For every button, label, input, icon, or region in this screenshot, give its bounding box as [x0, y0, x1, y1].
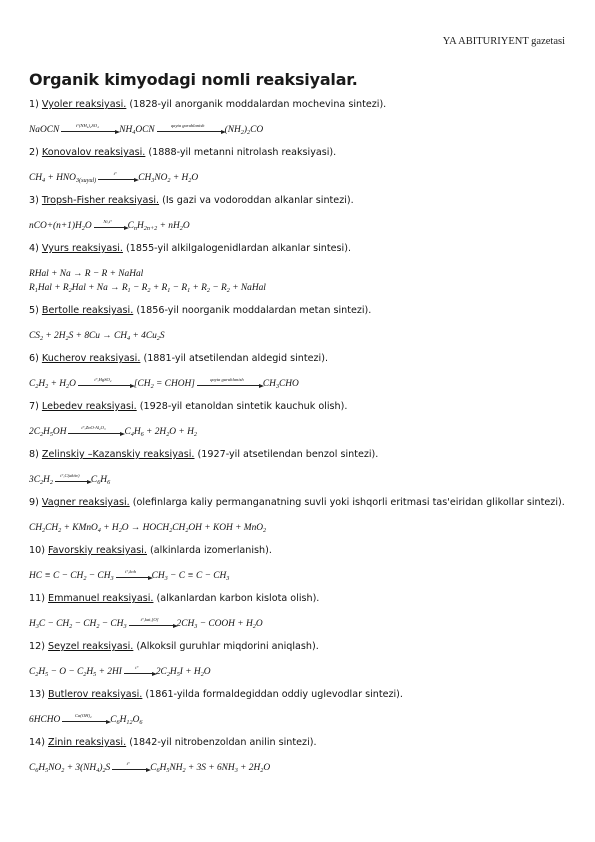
equation-text: CH	[151, 571, 165, 581]
equation-text: − R	[130, 283, 148, 293]
equation-text: C	[29, 763, 36, 773]
reaction-condition: t°(NH₄)₂SO₄	[75, 123, 99, 128]
reaction-number: 7)	[29, 401, 42, 412]
reaction-condition: Ca(OH)₂	[74, 713, 92, 718]
equation-text: + R	[190, 283, 207, 293]
reaction-name: Zinin reaksiyasi.	[48, 737, 127, 748]
equation-subscript: 12	[126, 719, 133, 726]
reaction-equation	[29, 124, 569, 136]
equation-subscript: 2	[49, 479, 53, 486]
reaction-number: 9)	[29, 497, 42, 508]
equation-text: nCO+(n+1)H	[29, 221, 82, 231]
equation-subscript: 5	[49, 431, 53, 438]
equation-subscript: 5	[45, 767, 49, 774]
equation-subscript: 6	[116, 719, 120, 726]
equation-subscript: 5	[93, 671, 97, 678]
reaction-equation	[29, 714, 569, 726]
equation-text: − CH	[72, 619, 97, 629]
equation-text: O → HOCH	[121, 523, 170, 533]
equation-subscript: 2	[118, 527, 122, 534]
equation-text: S	[159, 331, 165, 341]
equation-subscript: 3	[194, 623, 198, 630]
equation-text: S + 8Cu → CH	[68, 331, 128, 341]
equation-text: CH	[45, 523, 59, 533]
equation-text: Hal + R	[37, 283, 69, 293]
reaction-section	[29, 688, 569, 736]
equation-text: CH	[262, 379, 276, 389]
equation-text: O	[255, 619, 263, 629]
equation-subscript: 2	[240, 129, 244, 136]
equation-subscript: 2	[96, 623, 100, 630]
reaction-section	[29, 194, 569, 242]
equation-subscript: 6	[139, 719, 143, 726]
equation-text: O + H	[169, 427, 194, 437]
equation-text: C	[90, 475, 98, 485]
equation-subscript: 5	[166, 767, 170, 774]
reaction-arrow	[98, 171, 136, 180]
reaction-equation	[29, 220, 569, 232]
equation-text: + H	[100, 523, 119, 533]
equation-text: − R	[170, 283, 188, 293]
equation-subscript: 6	[156, 767, 160, 774]
reaction-section	[29, 242, 569, 304]
equation-subscript: 2	[58, 527, 62, 534]
reaction-equation	[29, 378, 569, 390]
equation-text: H	[159, 763, 167, 773]
reaction-number: 5)	[29, 305, 42, 316]
reaction-number: 11)	[29, 593, 49, 604]
equation-text: + H	[48, 379, 67, 389]
section-spacer	[29, 136, 569, 146]
equation-text: O	[263, 763, 271, 773]
equation-subscript: 2	[188, 177, 192, 184]
equation-subscript: 4	[97, 527, 101, 534]
equation-subscript: 2	[42, 527, 46, 534]
reaction-heading	[29, 640, 569, 654]
reaction-equation	[29, 618, 569, 630]
reaction-number: 8)	[29, 449, 42, 460]
equation-subscript: 2	[260, 767, 264, 774]
reaction-arrow	[129, 617, 175, 626]
reaction-section	[29, 736, 569, 784]
reaction-number: 6)	[29, 353, 42, 364]
equation-subscript: 2	[147, 287, 151, 294]
equation-subscript: 1	[127, 287, 131, 294]
equation-subscript: 3	[35, 623, 39, 630]
reaction-name: Vagner reaksiyasi.	[41, 497, 130, 508]
reaction-condition: t°	[126, 761, 130, 766]
equation-subscript: 2	[156, 335, 160, 342]
reaction-equation	[29, 522, 569, 534]
reaction-name: Lebedev reaksiyasi.	[41, 401, 137, 412]
equation-text: − R	[210, 283, 227, 293]
equation-subscript: 2	[200, 671, 204, 678]
equation-text: − C ≡ C − CH	[167, 571, 227, 581]
reaction-number: 12)	[29, 641, 49, 652]
reaction-section	[29, 592, 569, 640]
equation-subscript: 2	[247, 129, 251, 136]
reaction-heading	[29, 98, 569, 112]
reaction-name: Favorskiy reaksiyasi.	[48, 545, 147, 556]
equation-text: + NaHal	[229, 283, 266, 293]
reaction-name: Zelinskiy –Kazanskiy reaksiyasi.	[41, 449, 195, 460]
reaction-heading	[29, 242, 569, 256]
equation-text: C	[124, 427, 131, 437]
equation-subscript: 6	[140, 431, 144, 438]
equation-text: )	[243, 125, 247, 135]
equation-text: OH + KOH + MnO	[188, 523, 264, 533]
reaction-condition: t°,kat,[O]	[140, 617, 159, 622]
reaction-section	[29, 146, 569, 194]
reaction-heading	[29, 736, 569, 750]
reaction-equation	[29, 666, 569, 678]
equation-text: R	[29, 283, 35, 293]
reaction-description: (1928-yil etanoldan sintetik kauchuk olish).	[136, 401, 348, 412]
equation-text: + 3(NH	[64, 763, 97, 773]
reaction-arrow	[68, 425, 122, 434]
equation-text: + 2H	[237, 763, 261, 773]
reaction-equation	[29, 762, 569, 774]
equation-text: CHO	[279, 379, 299, 389]
equation-subscript: 2	[185, 527, 189, 534]
reaction-number: 14)	[29, 737, 49, 748]
reaction-description: (1828-yil anorganik moddalardan mochevina sintezi).	[126, 99, 387, 110]
reaction-equation	[29, 268, 569, 280]
reaction-arrow	[78, 377, 132, 386]
section-spacer	[29, 342, 569, 352]
equation-text: − COOH + H	[197, 619, 253, 629]
equation-text: + nH	[157, 221, 180, 231]
reaction-number: 4)	[29, 243, 42, 254]
equation-subscript: 2	[39, 431, 44, 438]
reaction-number: 1)	[29, 99, 42, 110]
equation-subscript: 2	[69, 623, 73, 630]
reaction-section	[29, 98, 569, 146]
reaction-arrow	[157, 123, 223, 132]
section-spacer	[29, 534, 569, 544]
reaction-condition: t°	[135, 665, 139, 670]
reaction-name: Vyoler reaksiyasi.	[41, 99, 127, 110]
equation-subscript: 2	[39, 335, 44, 342]
reaction-heading	[29, 400, 569, 414]
section-spacer	[29, 774, 569, 784]
equation-text: H	[86, 667, 94, 677]
equation-subscript: 2	[102, 767, 106, 774]
equation-subscript: 2	[166, 671, 170, 678]
reaction-description: (1842-yil nitrobenzoldan anilin sintezi).	[126, 737, 317, 748]
reaction-name: Konovalov reaksiyasi.	[41, 147, 146, 158]
equation-text: C	[29, 667, 36, 677]
section-spacer	[29, 678, 569, 688]
equation-subscript: 1	[187, 287, 191, 294]
reaction-description: (1855-yil alkilgalogenidlardan alkanlar sintesi).	[122, 243, 352, 254]
reaction-section	[29, 352, 569, 400]
equation-text: + 2HI	[96, 667, 122, 677]
reaction-equation	[29, 426, 569, 438]
equation-text: H	[100, 475, 108, 485]
equation-text: 6HCHO	[29, 715, 61, 725]
equation-subscript: 2	[39, 479, 44, 486]
equation-text: CO	[250, 125, 264, 135]
equation-subscript: 2	[45, 383, 49, 390]
reaction-condition: t°	[113, 171, 117, 176]
equation-text: H	[38, 763, 46, 773]
equation-subscript: 4	[127, 335, 131, 342]
equation-subscript: 3	[151, 177, 155, 184]
equation-text: H	[38, 667, 46, 677]
reaction-condition: qayta guruhlanish	[210, 377, 244, 382]
section-spacer	[29, 486, 569, 496]
equation-subscript: 3(suyul)	[75, 177, 97, 184]
equation-text: − O − C	[48, 667, 84, 677]
equation-text: [CH	[133, 379, 151, 389]
equation-subscript: 2	[263, 527, 267, 534]
reaction-arrow	[116, 569, 150, 578]
reaction-section	[29, 448, 569, 496]
reaction-description: (1881-yil atsetilendan aldegid sintezi).	[140, 353, 329, 364]
equation-text: NH	[119, 125, 133, 135]
equation-subscript: 2	[252, 623, 256, 630]
equation-text: RHal + Na → R − R + NaHal	[29, 269, 144, 279]
section-spacer	[29, 630, 569, 640]
section-spacer	[29, 726, 569, 736]
equation-subscript: 2	[167, 177, 171, 184]
reaction-name: Emmanuel reaksiyasi.	[48, 593, 154, 604]
equation-text: − CH	[99, 619, 124, 629]
reaction-arrow	[62, 713, 108, 722]
reaction-heading	[29, 352, 569, 366]
equation-text: CS	[29, 331, 40, 341]
equation-text: 2C	[29, 427, 40, 437]
equation-subscript: 5	[45, 671, 49, 678]
reaction-name: Vyurs reaksiyasi.	[41, 243, 123, 254]
reaction-name: Bertolle reaksiyasi.	[41, 305, 134, 316]
equation-subscript: 4	[42, 177, 46, 184]
reaction-section	[29, 640, 569, 688]
equation-text: H	[29, 619, 36, 629]
equation-subscript: 3	[275, 383, 280, 390]
reaction-description: (Alkoksil guruhlar miqdorini aniqlash).	[133, 641, 319, 652]
equation-text: H	[38, 379, 46, 389]
equation-subscript: 3	[164, 575, 168, 582]
equation-text: CH	[29, 523, 43, 533]
equation-subscript: 2n+2	[143, 225, 158, 232]
reaction-condition: t°,C(aktiv)	[60, 473, 80, 478]
equation-text: CH	[172, 523, 186, 533]
reaction-arrow	[55, 473, 89, 482]
equation-subscript: 2	[166, 431, 170, 438]
reaction-condition: t°,HgSO₄	[94, 377, 112, 382]
equation-text: NO	[154, 173, 168, 183]
reaction-heading	[29, 448, 569, 462]
section-spacer	[29, 390, 569, 400]
reaction-number: 10)	[29, 545, 49, 556]
newspaper-header: YA ABITURIYENT gazetasi	[442, 36, 565, 47]
equation-subscript: 2	[81, 225, 85, 232]
equation-subscript: 6	[107, 479, 111, 486]
equation-subscript: 2	[61, 767, 65, 774]
reaction-description: (olefinlarga kaliy permanganatning suvli yoki ishqorli eritmasi tas'eiridan glikollar sintezi).	[129, 497, 565, 508]
equation-subscript: 2	[206, 287, 211, 294]
equation-text: = CHOH]	[153, 379, 195, 389]
reaction-section	[29, 400, 569, 448]
reaction-equation	[29, 172, 569, 184]
equation-subscript: 4	[130, 431, 134, 438]
equation-text: NO	[48, 763, 62, 773]
equation-subscript: 3	[110, 575, 114, 582]
equation-text: − CH	[86, 571, 111, 581]
equation-subscript: 1	[167, 287, 171, 294]
equation-subscript: 2	[169, 527, 173, 534]
equation-text: 2CH	[176, 619, 195, 629]
equation-text: CH	[138, 173, 152, 183]
equation-subscript: 2	[68, 287, 72, 294]
equation-text: H	[43, 427, 50, 437]
reaction-arrow	[197, 377, 261, 386]
equation-text: C − CH	[38, 619, 70, 629]
equation-subscript: 6	[35, 767, 39, 774]
equation-text: + H	[170, 173, 189, 183]
equation-subscript: 2	[182, 767, 186, 774]
reaction-arrow	[61, 123, 117, 132]
reaction-description: (alkinlarda izomerlanish).	[146, 545, 272, 556]
equation-text: NaOCN	[29, 125, 60, 135]
equation-subscript: 1	[34, 287, 38, 294]
reaction-arrow	[94, 219, 126, 228]
reaction-number: 3)	[29, 195, 42, 206]
equation-text: 3C	[29, 475, 40, 485]
reaction-equation	[29, 474, 569, 486]
equation-subscript: 4	[132, 129, 136, 136]
section-spacer	[29, 184, 569, 194]
equation-subscript: 2	[83, 575, 87, 582]
reaction-name: Butlerov reaksiyasi.	[48, 689, 143, 700]
reaction-arrow	[112, 761, 148, 770]
reaction-arrow	[124, 665, 154, 674]
reaction-heading	[29, 146, 569, 160]
equation-text: O	[84, 221, 92, 231]
equation-subscript: 2	[179, 225, 183, 232]
reaction-number: 2)	[29, 147, 42, 158]
reaction-section	[29, 544, 569, 592]
equation-text: + 2H	[43, 331, 66, 341]
reaction-description: (alkanlardan karbon kislota olish).	[153, 593, 320, 604]
reaction-number: 13)	[29, 689, 49, 700]
equation-text: C	[29, 379, 36, 389]
equation-text: 2C	[155, 667, 167, 677]
reaction-name: Seyzel reaksiyasi.	[48, 641, 134, 652]
equation-text: O	[69, 379, 76, 389]
equation-subscript: 2	[226, 287, 230, 294]
reaction-condition: qayta guruhlanish	[170, 123, 205, 128]
equation-subscript: 2	[193, 431, 197, 438]
equation-text: H	[133, 427, 141, 437]
equation-text: C	[150, 763, 157, 773]
equation-text: (NH	[224, 125, 241, 135]
reaction-description: (1861-yilda formaldegiddan oddiy uglevodlar sintezi).	[142, 689, 403, 700]
reaction-heading	[29, 496, 569, 510]
equation-text: OCN	[135, 125, 155, 135]
section-spacer	[29, 294, 569, 304]
equation-subscript: n	[133, 225, 137, 232]
equation-subscript: 2	[35, 383, 39, 390]
reaction-condition: t°,koh	[125, 569, 137, 574]
equation-text: HC ≡ C − CH	[29, 571, 84, 581]
reaction-condition: Ni,t°	[103, 219, 112, 224]
equation-text: O	[203, 667, 211, 677]
equation-text: C	[110, 715, 117, 725]
reaction-name: Tropsh-Fisher reaksiyasi.	[41, 195, 160, 206]
equation-text: H	[119, 715, 127, 725]
equation-text: C	[127, 221, 134, 231]
reaction-condition: t°,ZnO·Al₂O₃	[81, 425, 106, 430]
equation-text: + HNO	[45, 173, 76, 183]
equation-text: + 3S + 6NH	[185, 763, 235, 773]
equation-text: H	[169, 667, 177, 677]
equation-text: H	[43, 475, 50, 485]
equation-subscript: 2	[150, 383, 154, 390]
page-title: Organik kimyodagi nomli reaksiyalar.	[29, 70, 358, 89]
reaction-heading	[29, 688, 569, 702]
equation-text: NH	[169, 763, 183, 773]
reaction-description: (1927-yil atsetilendan benzol sintezi).	[194, 449, 379, 460]
equation-text: S	[105, 763, 111, 773]
equation-text: OH	[52, 427, 67, 437]
equation-text: Hal + Na → R	[71, 283, 128, 293]
reaction-equation	[29, 282, 569, 294]
equation-text: CH	[29, 173, 43, 183]
reaction-description: (Is gazi va vodoroddan alkanlar sintezi).	[159, 195, 354, 206]
equation-subscript: 2	[35, 671, 39, 678]
equation-subscript: 4	[96, 767, 100, 774]
reaction-description: (1856-yil noorganik moddalardan metan sintezi).	[133, 305, 372, 316]
equation-text: O	[191, 173, 199, 183]
equation-text: I + H	[179, 667, 201, 677]
reaction-heading	[29, 194, 569, 208]
reaction-description: (1888-yil metanni nitrolash reaksiyasi).	[145, 147, 337, 158]
reaction-heading	[29, 592, 569, 606]
equation-text: )	[99, 763, 103, 773]
reaction-heading	[29, 544, 569, 558]
equation-subscript: 2	[83, 671, 87, 678]
reaction-equation	[29, 330, 569, 342]
equation-subscript: 3	[226, 575, 230, 582]
equation-text: + 2H	[143, 427, 167, 437]
equation-subscript: 2	[66, 383, 70, 390]
section-spacer	[29, 438, 569, 448]
equation-subscript: 3	[234, 767, 238, 774]
equation-text: O	[132, 715, 140, 725]
reaction-name: Kucherov reaksiyasi.	[41, 353, 141, 364]
equation-subscript: 3	[123, 623, 127, 630]
reaction-section	[29, 496, 569, 544]
section-spacer	[29, 232, 569, 242]
reaction-heading	[29, 304, 569, 318]
equation-text: + KMnO	[61, 523, 98, 533]
reaction-equation	[29, 570, 569, 582]
reaction-section	[29, 304, 569, 352]
equation-subscript: 5	[176, 671, 180, 678]
equation-text: + 4Cu	[130, 331, 157, 341]
section-spacer	[29, 582, 569, 592]
equation-text: + R	[150, 283, 168, 293]
reactions-list	[29, 98, 569, 784]
equation-subscript: 6	[97, 479, 101, 486]
equation-text: O	[182, 221, 190, 231]
equation-text: H	[137, 221, 144, 231]
equation-subscript: 2	[65, 335, 69, 342]
